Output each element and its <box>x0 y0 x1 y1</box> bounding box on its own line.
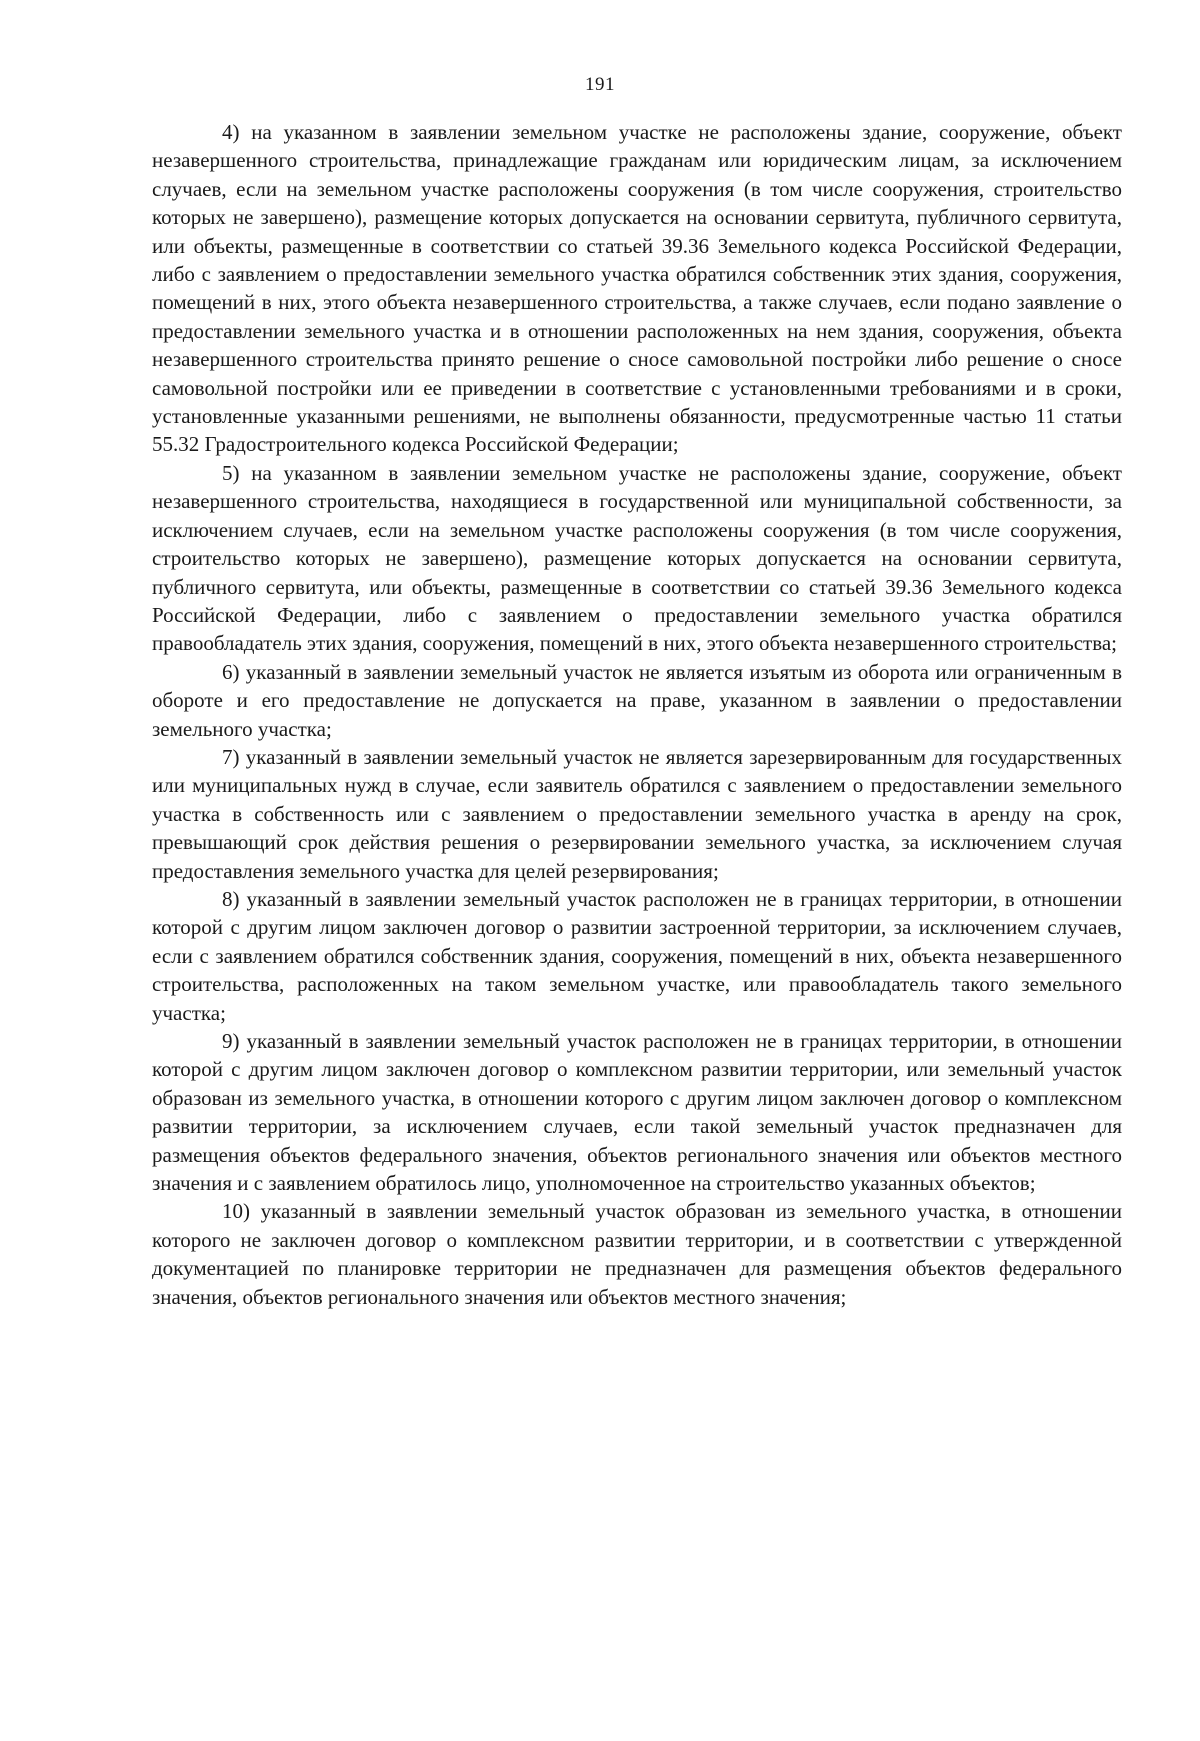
list-item: 8) указанный в заявлении земельный участок расположен не в границах территории, в отношении которой с другим лицом заключен договор о развитии застроенной территории, за исключением случаев, если с заявлением обратился собственник здания, сооружения, помещений в них, объекта незавершенного строительства, расположенных на таком земельном участке, или правообладатель такого земельного участка; <box>152 886 1122 1025</box>
document-body <box>152 118 1122 1311</box>
list-item: 9) указанный в заявлении земельный участок расположен не в границах территории, в отношении которой с другим лицом заключен договор о комплексном развитии территории, или земельный участок образован из земельного участка, в отношении которого с другим лицом заключен договор о комплексном развитии территории, за исключением случаев, если такой земельный участок предназначен для размещения объектов федерального значения, объектов регионального значения или объектов местного значения и с заявлением обратилось лицо, уполномоченное на строительство указанных объектов; <box>152 1029 1122 1196</box>
list-item: 4) на указанном в заявлении земельном участке не расположены здание, сооружение, объект незавершенного строительства, принадлежащие гражданам или юридическим лицам, за исключением случаев, если на земельном участке расположены сооружения (в том числе сооружения, строительство которых не завершено), размещение которых допускается на основании сервитута, публичного сервитута, или объекты, размещенные в соответствии со статьей 39.36 Земельного кодекса Российской Федерации, либо с заявлением о предоставлении земельного участка обратился собственник этих здания, сооружения, помещений в них, этого объекта незавершенного строительства, а также случаев, если подано заявление о предоставлении земельного участка и в отношении расположенных на нем здания, сооружения, объекта незавершенного строительства принято решение о сносе самовольной постройки либо решение о сносе самовольной постройки или ее приведении в соответствие с установленными требованиями и в сроки, установленные указанными решениями, не выполнены обязанности, предусмотренные частью 11 статьи 55.32 Градостроительного кодекса Российской Федерации; <box>152 120 1122 457</box>
list-item: 5) на указанном в заявлении земельном участке не расположены здание, сооружение, объект незавершенного строительства, находящиеся в государственной или муниципальной собственности, за исключением случаев, если на земельном участке расположены сооружения (в том числе сооружения, строительство которых не завершено), размещение которых допускается на основании сервитута, публичного сервитута, или объекты, размещенные в соответствии со статьей 39.36 Земельного кодекса Российской Федерации, либо с заявлением о предоставлении земельного участка обратился правообладатель этих здания, сооружения, помещений в них, этого объекта незавершенного строительства; <box>152 460 1122 656</box>
list-item: 7) указанный в заявлении земельный участок не является зарезервированным для государственных или муниципальных нужд в случае, если заявитель обратился с заявлением о предоставлении земельного участка в собственность или с заявлением о предоставлении земельного участка в аренду на срок, превышающий срок действия решения о резервировании земельного участка, за исключением случая предоставления земельного участка для целей резервирования; <box>152 744 1122 883</box>
list-item: 6) указанный в заявлении земельный участок не является изъятым из оборота или ограниченным в обороте и его предоставление не допускается на праве, указанном в заявлении о предоставлении земельного участка; <box>152 659 1122 741</box>
list-item: 10) указанный в заявлении земельный участок образован из земельного участка, в отношении которого не заключен договор о комплексном развитии территории, и в соответствии с утвержденной документацией по планировке территории не предназначен для размещения объектов федерального значения, объектов регионального значения или объектов местного значения; <box>152 1199 1122 1309</box>
page-number: 191 <box>585 74 615 95</box>
